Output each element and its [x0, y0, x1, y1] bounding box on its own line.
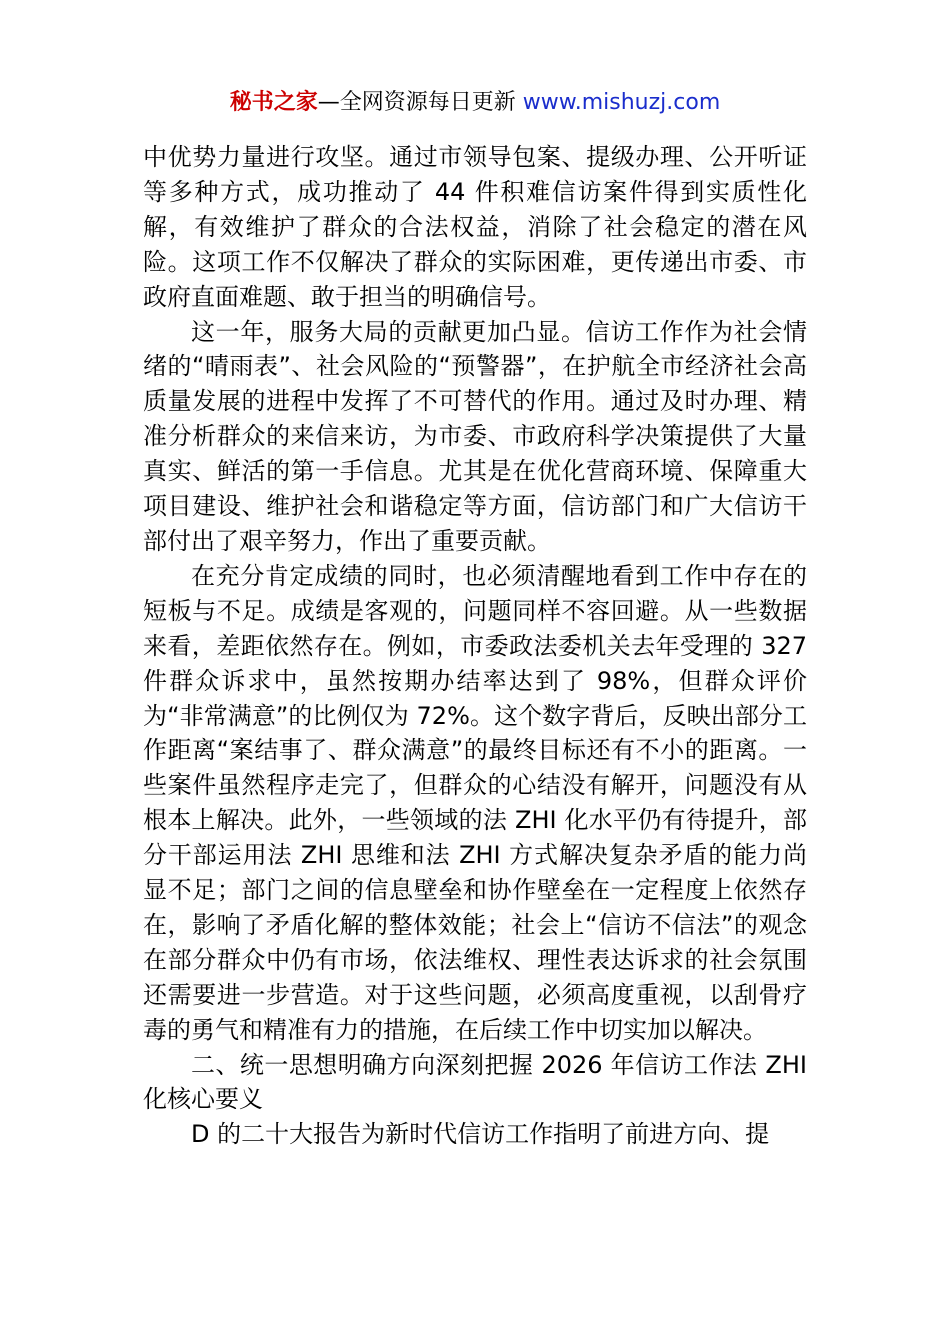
section-heading: 二、统一思想明确方向深刻把握 2026 年信访工作法 ZHI 化核心要义 — [143, 1050, 807, 1114]
page-header — [0, 88, 950, 118]
paragraph: 这一年，服务大局的贡献更加凸显。信访工作作为社会情绪的“晴雨表”、社会风险的“预警器”，在护航全市经济社会高质量发展的进程中发挥了不可替代的作用。通过及时办理、精准分析群众的来信来访，为市委、市政府科学决策提供了大量真实、鲜活的第一手信息。尤其是在优化营商环境、保障重大项目建设、维护社会和谐稳定等方面，信访部门和广大信访干部付出了艰辛努力，作出了重要贡献。 — [143, 317, 807, 555]
brand-name: 秘书之家 — [229, 90, 318, 115]
paragraph-continuation: 中优势力量进行攻坚。通过市领导包案、提级办理、公开听证等多种方式，成功推动了 44 件积难信访案件得到实质性化解，有效维护了群众的合法权益，消除了社会稳定的潜在风险。这项工作不仅解决了群众的实际困难，更传递出市委、市政府直面难题、敢于担当的明确信号。 — [143, 143, 807, 311]
header-slogan: —全网资源每日更新 — [317, 90, 516, 115]
paragraph: 在充分肯定成绩的同时，也必须清醒地看到工作中存在的短板与不足。成绩是客观的，问题同样不容回避。从一些数据来看，差距依然存在。例如，市委政法委机关去年受理的 327 件群众诉求中，虽然按期办结率达到了 98%，但群众评价为“非常满意”的比例仅为 72%。这个数字背后，反映出部分工作距离“案结事了、群众满意”的最终目标还有不小的距离。一些案件虽然程序走完了，但群众的心结没有解开，问题没有从根本上解决。此外，一些领域的法 ZHI 化水平仍有待提升，部分干部运用法 ZHI 思维和法 ZHI 方式解决复杂矛盾的能力尚显不足；部门之间的信息壁垒和协作壁垒在一定程度上依然存在，影响了矛盾化解的整体效能；社会上“信访不信法”的观念在部分群众中仍有市场，依法维权、理性表达诉求的社会氛围还需要进一步营造。对于这些问题，必须高度重视，以刮骨疗毒的勇气和精准有力的措施，在后续工作中切实加以解决。 — [143, 561, 807, 1044]
document-body — [143, 140, 807, 1152]
site-url[interactable]: www.mishuzj.com — [522, 90, 721, 115]
paragraph: D 的二十大报告为新时代信访工作指明了前进方向、提 — [191, 1120, 770, 1149]
